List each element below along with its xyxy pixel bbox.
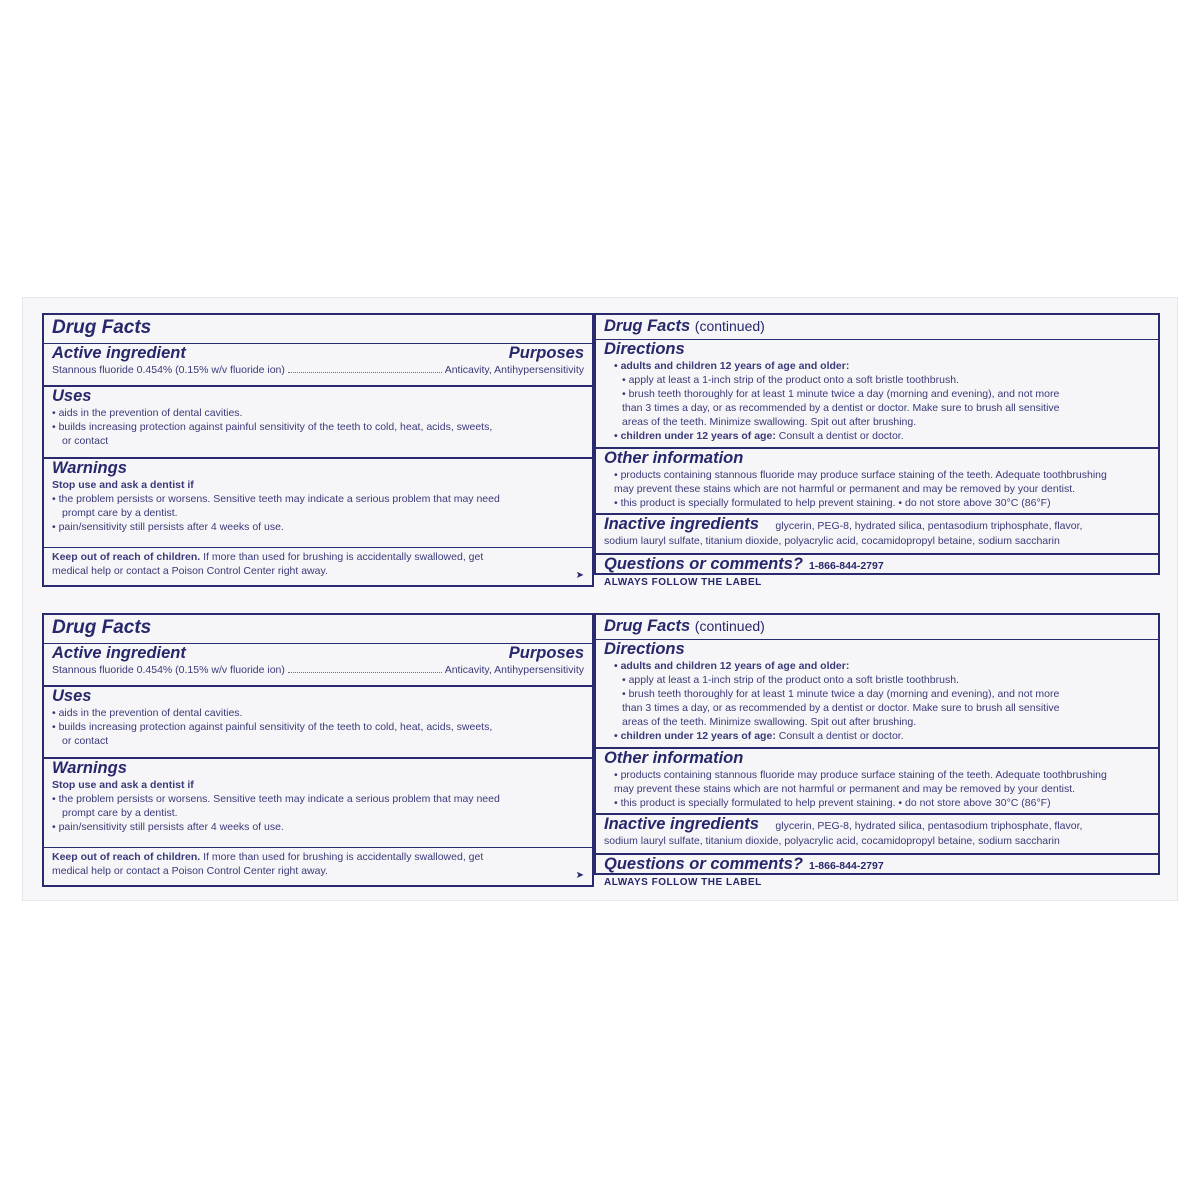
- warnings-item: • pain/sensitivity still persists after 4 weeks of use.: [52, 821, 284, 833]
- children-bold: • children under 12 years of age:: [614, 430, 776, 442]
- uses-item: • aids in the prevention of dental cavities.: [52, 407, 243, 419]
- other-item: • products containing stannous fluoride may produce surface staining of the teeth. Adequate toothbrushing: [614, 469, 1107, 481]
- warnings-item: • pain/sensitivity still persists after 4 weeks of use.: [52, 521, 284, 533]
- questions-heading: Questions or comments?: [604, 855, 803, 873]
- directions-section: [596, 639, 1158, 747]
- drug-facts-continued-panel-bottom: [594, 613, 1160, 875]
- warnings-heading: Warnings: [52, 459, 127, 477]
- inactive-heading: Inactive ingredients: [604, 815, 759, 833]
- purposes-heading: Purposes: [508, 344, 584, 362]
- drug-facts-panel-top: [42, 313, 594, 587]
- active-ingredient-section: [44, 343, 592, 385]
- drug-facts-title: Drug Facts: [52, 617, 152, 638]
- drug-facts-panel-bottom: [42, 613, 594, 887]
- other-item: • this product is specially formulated to help prevent staining. • do not store above 30°C (86°F): [614, 797, 1051, 809]
- active-ingredient-heading: Active ingredient: [52, 344, 186, 362]
- purpose-value: Anticavity, Antihypersensitivity: [444, 664, 584, 676]
- leader-dots: [288, 372, 442, 373]
- active-ingredient-value: Stannous fluoride 0.454% (0.15% w/v fluoride ion): [52, 664, 285, 676]
- label-card: [22, 297, 1178, 901]
- questions-section: [596, 853, 1158, 875]
- uses-item: • builds increasing protection against painful sensitivity of the teeth to cold, heat, acids, sweets,: [52, 421, 493, 433]
- directions-item: • brush teeth thoroughly for at least 1 minute twice a day (morning and evening), and not more: [622, 688, 1060, 700]
- other-information-section: [596, 447, 1158, 513]
- drug-facts-continued-panel-top: [594, 313, 1160, 575]
- directions-item: • brush teeth thoroughly for at least 1 minute twice a day (morning and evening), and not more: [622, 388, 1060, 400]
- purposes-heading: Purposes: [508, 644, 584, 662]
- always-follow-label: ALWAYS FOLLOW THE LABEL: [604, 877, 762, 888]
- other-information-heading: Other information: [604, 449, 744, 467]
- warnings-item: • the problem persists or worsens. Sensitive teeth may indicate a serious problem that may need: [52, 493, 500, 505]
- directions-heading: Directions: [604, 640, 685, 658]
- drug-facts-title: Drug Facts: [52, 317, 152, 338]
- keep-out-text: If more than used for brushing is accidentally swallowed, get: [200, 551, 484, 563]
- directions-item: areas of the teeth. Minimize swallowing. Spit out after brushing.: [622, 716, 917, 728]
- stop-use-line: Stop use and ask a dentist if: [52, 479, 194, 491]
- children-text: Consult a dentist or doctor.: [775, 730, 904, 742]
- keep-out-text-2: medical help or contact a Poison Control Center right away.: [52, 865, 328, 877]
- directions-heading: Directions: [604, 340, 685, 358]
- directions-adults: • adults and children 12 years of age and older:: [614, 660, 850, 672]
- uses-item: or contact: [62, 435, 109, 447]
- keep-out-section: [44, 547, 592, 585]
- keep-out-section: [44, 847, 592, 885]
- other-item: • this product is specially formulated to help prevent staining. • do not store above 30°C (86°F): [614, 497, 1051, 509]
- directions-adults: • adults and children 12 years of age and older:: [614, 360, 850, 372]
- continued-title: Drug Facts (continued): [604, 617, 765, 635]
- stop-use-line: Stop use and ask a dentist if: [52, 779, 194, 791]
- continue-arrow-icon: ➤: [575, 870, 584, 881]
- keep-out-bold: Keep out of reach of children.: [52, 551, 201, 563]
- active-ingredient-heading: Active ingredient: [52, 644, 186, 662]
- questions-phone: 1-866-844-2797: [808, 560, 884, 572]
- inactive-text-1: glycerin, PEG-8, hydrated silica, pentasodium triphosphate, flavor,: [775, 820, 1083, 832]
- inactive-heading: Inactive ingredients: [604, 515, 759, 533]
- active-ingredient-value: Stannous fluoride 0.454% (0.15% w/v fluoride ion): [52, 364, 285, 376]
- uses-heading: Uses: [52, 387, 92, 405]
- directions-item: areas of the teeth. Minimize swallowing. Spit out after brushing.: [622, 416, 917, 428]
- active-ingredient-section: [44, 643, 592, 685]
- warnings-section: [44, 457, 592, 547]
- uses-section: [44, 385, 592, 457]
- uses-item: • aids in the prevention of dental cavities.: [52, 707, 243, 719]
- directions-item: than 3 times a day, or as recommended by a dentist or doctor. Make sure to brush all sensitive: [622, 402, 1060, 414]
- keep-out-text-2: medical help or contact a Poison Control Center right away.: [52, 565, 328, 577]
- children-text: Consult a dentist or doctor.: [775, 430, 904, 442]
- always-follow-label: ALWAYS FOLLOW THE LABEL: [604, 577, 762, 588]
- directions-section: [596, 339, 1158, 447]
- directions-item: than 3 times a day, or as recommended by a dentist or doctor. Make sure to brush all sensitive: [622, 702, 1060, 714]
- continue-arrow-icon: ➤: [575, 570, 584, 581]
- uses-item: or contact: [62, 735, 109, 747]
- uses-section: [44, 685, 592, 757]
- other-item: may prevent these stains which are not harmful or permanent and may be removed by your dentist.: [614, 783, 1076, 795]
- other-item: • products containing stannous fluoride may produce surface staining of the teeth. Adequate toothbrushing: [614, 769, 1107, 781]
- purpose-value: Anticavity, Antihypersensitivity: [444, 364, 584, 376]
- warnings-heading: Warnings: [52, 759, 127, 777]
- warnings-item: • the problem persists or worsens. Sensitive teeth may indicate a serious problem that may need: [52, 793, 500, 805]
- inactive-text-2: sodium lauryl sulfate, titanium dioxide, polyacrylic acid, cocamidopropyl betaine, sodium saccharin: [604, 535, 1060, 547]
- directions-item: • apply at least a 1-inch strip of the product onto a soft bristle toothbrush.: [622, 374, 959, 386]
- inactive-text-1: glycerin, PEG-8, hydrated silica, pentasodium triphosphate, flavor,: [775, 520, 1083, 532]
- other-information-section: [596, 747, 1158, 813]
- warnings-section: [44, 757, 592, 847]
- keep-out-text: If more than used for brushing is accidentally swallowed, get: [200, 851, 484, 863]
- questions-section: [596, 553, 1158, 575]
- keep-out-bold: Keep out of reach of children.: [52, 851, 201, 863]
- directions-item: • apply at least a 1-inch strip of the product onto a soft bristle toothbrush.: [622, 674, 959, 686]
- other-item: may prevent these stains which are not harmful or permanent and may be removed by your dentist.: [614, 483, 1076, 495]
- warnings-item: prompt care by a dentist.: [62, 507, 178, 519]
- inactive-ingredients-section: [596, 513, 1158, 553]
- other-information-heading: Other information: [604, 749, 744, 767]
- warnings-item: prompt care by a dentist.: [62, 807, 178, 819]
- inactive-ingredients-section: [596, 813, 1158, 853]
- questions-heading: Questions or comments?: [604, 555, 803, 573]
- uses-item: • builds increasing protection against painful sensitivity of the teeth to cold, heat, acids, sweets,: [52, 721, 493, 733]
- children-bold: • children under 12 years of age:: [614, 730, 776, 742]
- questions-phone: 1-866-844-2797: [808, 860, 884, 872]
- continued-title: Drug Facts (continued): [604, 317, 765, 335]
- leader-dots: [288, 672, 442, 673]
- inactive-text-2: sodium lauryl sulfate, titanium dioxide, polyacrylic acid, cocamidopropyl betaine, sodium saccharin: [604, 835, 1060, 847]
- uses-heading: Uses: [52, 687, 92, 705]
